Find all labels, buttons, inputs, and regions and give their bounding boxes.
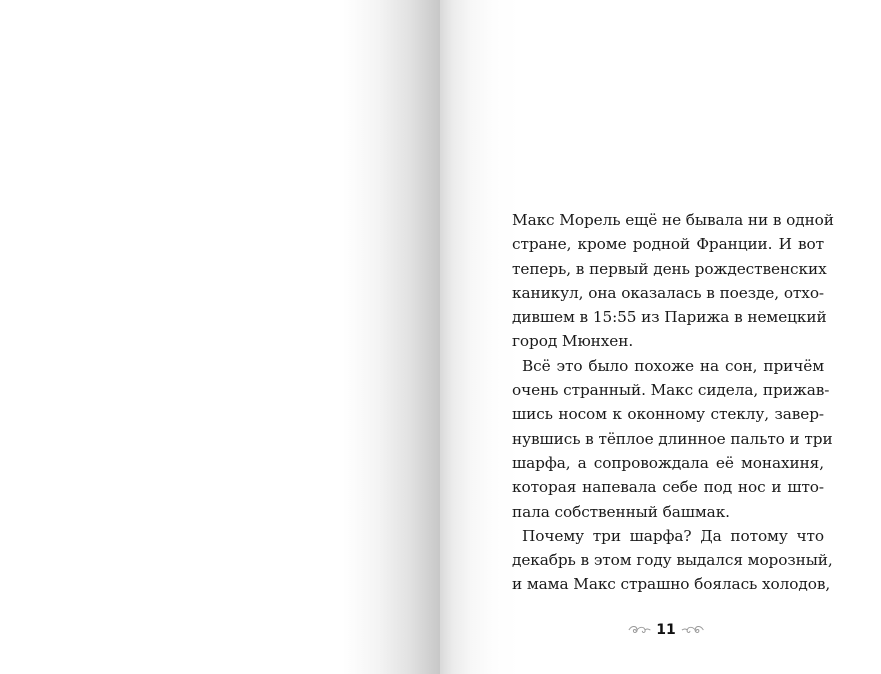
body-text: [512, 208, 834, 597]
text-line: дившем в 15:55 из Парижа в немецкий: [512, 308, 827, 327]
text-line: каникул, она оказалась в поезде, отхо-: [512, 283, 824, 302]
text-line: Почему три шарфа? Да потому что: [522, 526, 824, 545]
text-line: шись носом к оконному стеклу, завер-: [512, 405, 824, 424]
left-page-blank: [0, 0, 440, 674]
text-line: нувшись в тёплое длинное пальто и три: [512, 429, 833, 448]
text-line: которая напевала себе под нос и што-: [512, 478, 824, 497]
text-line: шарфа, а сопровождала её монахиня,: [512, 453, 824, 472]
page-number: 11: [656, 622, 676, 638]
page-footer: [628, 619, 704, 641]
text-line: теперь, в первый день рождественских: [512, 259, 827, 278]
text-line: Всё это было похоже на сон, причём: [522, 356, 824, 375]
swirl-ornament-icon: [681, 624, 704, 636]
swirl-ornament-icon: [628, 624, 651, 636]
text-line: Макс Морель ещё не бывала ни в одной: [512, 211, 834, 229]
text-line: декабрь в этом году выдался морозный,: [512, 551, 833, 570]
text-line: и мама Макс страшно боялась холодов,: [512, 575, 831, 594]
text-line: стране, кроме родной Франции. И вот: [512, 235, 824, 254]
text-line: очень странный. Макс сидела, прижав-: [512, 381, 830, 400]
text-line: город Мюнхен.: [512, 332, 634, 351]
text-line: пала собственный башмак.: [512, 502, 730, 521]
